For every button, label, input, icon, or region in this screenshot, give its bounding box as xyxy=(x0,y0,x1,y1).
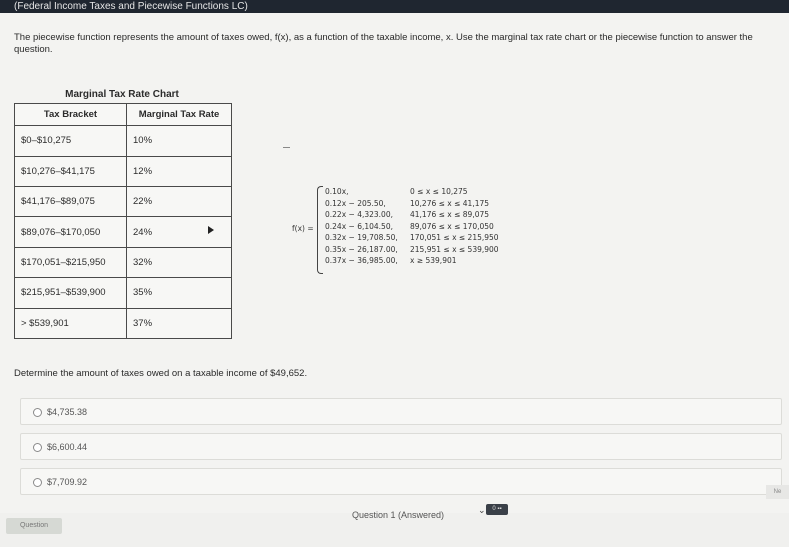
question-intro: The piecewise function represents the amount of taxes owed, f(x), as a function of the taxable income, x. Use the marginal tax rate chart or the piecewise function to answer the question. xyxy=(14,32,753,55)
rate-cell: 37% xyxy=(127,308,232,338)
table-row xyxy=(15,278,232,308)
status-pill[interactable]: 0 ▪▪ xyxy=(486,504,508,515)
piecewise-row xyxy=(325,244,499,256)
dash-mark xyxy=(283,147,290,148)
table-row xyxy=(15,217,232,247)
answer-option-label: $4,735.38 xyxy=(47,407,88,417)
answer-option-3[interactable] xyxy=(20,468,782,495)
question-nav-button[interactable]: Question xyxy=(6,518,62,534)
rate-cell: 22% xyxy=(127,187,232,217)
rate-cell: 35% xyxy=(127,278,232,308)
bracket-cell: $170,051–$215,950 xyxy=(15,247,127,277)
answer-option-1[interactable] xyxy=(20,398,782,425)
piecewise-row xyxy=(325,221,499,233)
table-row xyxy=(15,308,232,338)
piecewise-row xyxy=(325,255,499,267)
next-button[interactable]: Ne xyxy=(766,485,789,499)
bracket-cell: $215,951–$539,900 xyxy=(15,278,127,308)
bracket-cell: $41,176–$89,075 xyxy=(15,187,127,217)
table-row xyxy=(15,247,232,277)
bracket-cell: $10,276–$41,175 xyxy=(15,156,127,186)
table-row xyxy=(15,126,232,156)
table-row xyxy=(15,156,232,186)
table-row xyxy=(15,187,232,217)
question-prompt: Determine the amount of taxes owed on a taxable income of $49,652. xyxy=(14,368,308,379)
rate-cell: 24% xyxy=(127,217,232,247)
piece-expression: 0.37x − 36,985.00, xyxy=(325,256,398,265)
answer-option-2[interactable] xyxy=(20,433,782,460)
bracket-cell: $0–$10,275 xyxy=(15,126,127,156)
brace-icon xyxy=(317,186,323,274)
tax-table-title: Marginal Tax Rate Chart xyxy=(65,89,179,100)
chevron-down-icon[interactable]: ⌄ xyxy=(478,505,486,515)
question-status: Question 1 (Answered) xyxy=(352,510,445,520)
piece-expression: 0.32x − 19,708.50, xyxy=(325,233,398,242)
radio-button[interactable] xyxy=(33,408,42,417)
piecewise-row xyxy=(325,198,499,210)
piece-expression: 0.12x − 205.50, xyxy=(325,198,386,208)
piece-expression: 0.24x − 6,104.50, xyxy=(325,221,393,231)
function-label: f(x) = xyxy=(292,224,314,233)
piece-domain: x ≥ 539,901 xyxy=(410,256,457,265)
answer-option-label: $7,709.92 xyxy=(47,477,88,487)
window-title: (Federal Income Taxes and Piecewise Functions LC) xyxy=(0,0,789,13)
tax-rate-table xyxy=(14,103,232,339)
piece-domain: 89,076 ≤ x ≤ 170,050 xyxy=(410,221,494,231)
bracket-cell: $89,076–$170,050 xyxy=(15,217,127,247)
bracket-cell: > $539,901 xyxy=(15,308,127,338)
rate-cell: 32% xyxy=(127,247,232,277)
rate-cell: 10% xyxy=(127,126,232,156)
piece-expression: 0.35x − 26,187.00, xyxy=(325,244,398,254)
radio-button[interactable] xyxy=(33,443,42,452)
piece-expression: 0.10x, xyxy=(325,187,349,196)
piece-domain: 41,176 ≤ x ≤ 89,075 xyxy=(410,210,490,219)
radio-button[interactable] xyxy=(33,478,42,487)
piece-domain: 170,051 ≤ x ≤ 215,950 xyxy=(410,233,499,242)
piecewise-row xyxy=(325,186,499,198)
piecewise-row xyxy=(325,232,499,244)
piece-domain: 10,276 ≤ x ≤ 41,175 xyxy=(410,198,490,208)
piece-expression: 0.22x − 4,323.00, xyxy=(325,210,393,219)
piece-domain: 215,951 ≤ x ≤ 539,900 xyxy=(410,244,499,254)
answer-option-label: $6,600.44 xyxy=(47,442,88,452)
piecewise-function xyxy=(292,184,512,276)
rate-cell: 12% xyxy=(127,156,232,186)
table-header-row xyxy=(15,104,232,126)
header-tax-bracket: Tax Bracket xyxy=(15,104,127,126)
piecewise-row xyxy=(325,209,499,221)
mouse-cursor-icon xyxy=(208,226,214,234)
piece-domain: 0 ≤ x ≤ 10,275 xyxy=(410,187,468,196)
header-marginal-rate: Marginal Tax Rate xyxy=(127,104,232,126)
